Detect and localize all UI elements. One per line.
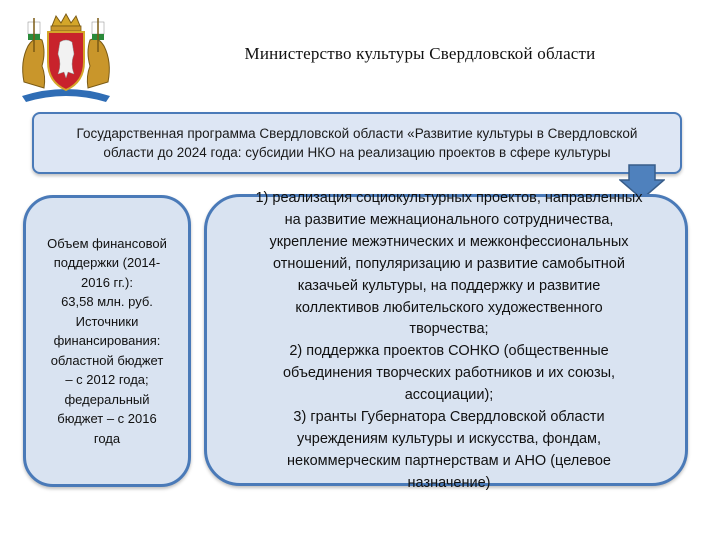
direction-line: укрепление межэтнических и межконфессиональных [269, 233, 629, 250]
funding-line: поддержки (2014- [53, 255, 161, 271]
funding-line: – с 2012 года; [65, 372, 149, 388]
funding-line: Источники [75, 313, 139, 329]
directions-text [218, 188, 680, 495]
direction-line: 2) поддержка проектов СОНКО (общественные [289, 343, 609, 360]
funding-line: финансирования: [53, 333, 161, 349]
direction-line: на развитие межнационального сотрудничества, [284, 211, 614, 228]
direction-line: 1) реализация социокультурных проектов, направленных [255, 190, 643, 206]
program-title-line: Государственная программа Свердловской области «Развитие культуры в Свердловской [76, 126, 638, 141]
funding-text [47, 234, 167, 449]
direction-line: некоммерческим партнерствам и АНО (целевое [287, 452, 611, 469]
direction-line: учреждениям культуры и искусства, фондам, [296, 430, 602, 447]
program-title [77, 124, 638, 162]
program-title-panel [32, 112, 682, 174]
funding-line: областной бюджет [50, 352, 164, 368]
funding-panel [23, 195, 191, 487]
direction-line: объединения творческих работников и их союзы, [282, 365, 616, 382]
program-title-line: области до 2024 года: субсидии НКО на реализацию проектов в сфере культуры [103, 145, 611, 160]
direction-line: творчества; [409, 321, 489, 338]
direction-line: казачьей культуры, на поддержку и развитие [297, 277, 601, 294]
funding-line: бюджет – с 2016 [57, 411, 157, 427]
funding-line: 2016 гг.): [81, 274, 133, 290]
funding-line: федеральный [64, 391, 150, 407]
ministry-title: Министерство культуры Свердловской области [244, 44, 596, 63]
direction-line: назначение) [407, 474, 491, 491]
direction-line: 3) гранты Губернатора Свердловской области [293, 409, 605, 426]
funding-line: года [93, 430, 121, 446]
funding-line: 63,58 млн. руб. [61, 294, 153, 310]
direction-line: ассоциации); [404, 387, 494, 404]
funding-line: Объем финансовой [47, 235, 167, 251]
direction-line: отношений, популяризацию и развитие самобытной [273, 255, 625, 272]
coat-of-arms-icon [16, 12, 116, 104]
direction-line: коллективов любительского художественного [295, 299, 603, 316]
